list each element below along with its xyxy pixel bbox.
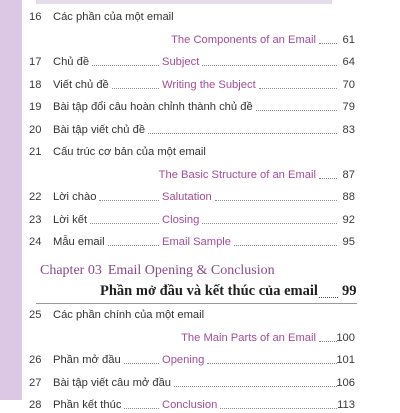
entry-title-en: Subject: [162, 56, 200, 68]
list-item: [22, 54, 400, 70]
chapter-subtitle: Phần mở đầu và kết thúc của email: [100, 283, 318, 299]
leader-dots: [174, 386, 337, 387]
list-item: [22, 212, 400, 228]
entry-number: 21: [29, 146, 42, 158]
entry-number: 19: [29, 101, 42, 113]
entry-page-number: 106: [336, 376, 355, 389]
entry-title-vi: Phần kết thúc: [53, 399, 122, 411]
leader-dots: [319, 178, 337, 179]
entry-page-number: 100: [336, 331, 355, 344]
leader-dots: [319, 43, 337, 44]
entry-title-vi: Chủ đề: [53, 56, 90, 68]
entry-title-en: Email Sample: [162, 236, 232, 248]
entry-title-vi: Bài tập đổi câu hoàn chỉnh thành chủ đề: [53, 101, 253, 113]
leader-dots: [207, 363, 337, 364]
list-item: [22, 375, 400, 391]
entry-page-number: 61: [342, 33, 355, 46]
leader-dots: [108, 245, 159, 246]
entry-number: 28: [29, 399, 42, 411]
entry-title-vi: Lời kết: [53, 213, 88, 226]
entry-title-vi: Các phần của một email: [53, 11, 174, 23]
entry-title-vi: Lời chào: [53, 191, 97, 203]
leader-dots: [220, 408, 337, 409]
entry-title-vi: Các phần chính của một email: [53, 309, 205, 321]
leader-dots: [148, 133, 337, 134]
entry-number: 16: [29, 11, 42, 23]
list-item-continuation: [22, 330, 400, 346]
leader-dots: [90, 223, 159, 224]
entry-number: 24: [29, 236, 42, 248]
entry-title-en: The Basic Structure of an Email: [158, 168, 316, 181]
leader-dots: [256, 110, 337, 111]
entry-page-number: 79: [342, 101, 355, 113]
entry-page-number: 113: [337, 399, 355, 411]
entry-title-vi: Phần mở đầu: [53, 354, 121, 366]
list-item: [22, 9, 400, 25]
chapter-leader-dots: [319, 297, 338, 298]
entry-number: 22: [29, 191, 42, 203]
entry-title-vi: Bài tập viết câu mở đầu: [53, 376, 172, 389]
chapter-divider: [36, 303, 357, 304]
entry-page-number: 87: [342, 168, 355, 181]
entry-title-en: Salutation: [162, 191, 212, 203]
table-of-contents-page: [22, 0, 400, 411]
leader-dots: [202, 223, 337, 224]
list-item: [22, 122, 400, 138]
entry-title-en: The Components of an Email: [171, 33, 316, 46]
entry-title-en: Closing: [162, 213, 200, 226]
entry-number: 23: [29, 213, 42, 226]
leader-dots: [92, 65, 159, 66]
list-item-continuation: [22, 167, 400, 183]
entry-title-vi: Cấu trúc cơ bản của một email: [53, 146, 206, 158]
list-item-continuation: [22, 32, 400, 48]
leader-dots: [99, 200, 159, 201]
entry-title-en: Opening: [162, 354, 205, 366]
entry-page-number: 101: [336, 354, 355, 366]
leader-dots: [124, 363, 159, 364]
list-item: [22, 397, 400, 413]
entry-page-number: 88: [342, 191, 355, 203]
leader-dots: [319, 341, 337, 342]
list-item: [22, 99, 400, 115]
entry-title-en: Writing the Subject: [162, 78, 256, 91]
entry-page-number: 95: [342, 236, 355, 248]
list-item: [22, 144, 400, 160]
entry-page-number: 83: [342, 123, 355, 136]
entry-number: 25: [29, 309, 42, 321]
entry-number: 17: [29, 56, 42, 68]
leader-dots: [215, 200, 337, 201]
chapter-page-number: 99: [342, 283, 357, 299]
entry-page-number: 92: [342, 213, 355, 226]
entry-page-number: 64: [342, 56, 355, 68]
entry-title-vi: Mẫu email: [53, 236, 105, 248]
leader-dots: [234, 245, 337, 246]
leader-dots: [202, 65, 337, 66]
list-item: [22, 234, 400, 250]
entry-title-en: Conclusion: [162, 399, 218, 411]
list-item: [22, 189, 400, 205]
page-edge-tab: [0, 0, 22, 400]
leader-dots: [259, 88, 337, 89]
chapter-heading: [40, 263, 275, 279]
entry-title-vi: Bài tập viết chủ đề: [53, 123, 146, 136]
entry-title-vi: Viết chủ đề: [53, 78, 109, 91]
entry-page-number: 70: [342, 78, 355, 91]
chapter-number: Chapter 03: [40, 263, 102, 278]
leader-dots: [112, 88, 159, 89]
entry-title-en: The Main Parts of an Email: [181, 331, 316, 344]
list-item: [22, 307, 400, 323]
list-item: [22, 77, 400, 93]
chapter-title: Email Opening & Conclusion: [107, 263, 275, 278]
entry-number: 27: [29, 376, 42, 389]
leader-dots: [124, 408, 159, 409]
entry-number: 26: [29, 354, 42, 366]
list-item: [22, 352, 400, 368]
entry-number: 18: [29, 78, 42, 91]
entry-number: 20: [29, 123, 42, 136]
top-divider: [36, 0, 332, 4]
